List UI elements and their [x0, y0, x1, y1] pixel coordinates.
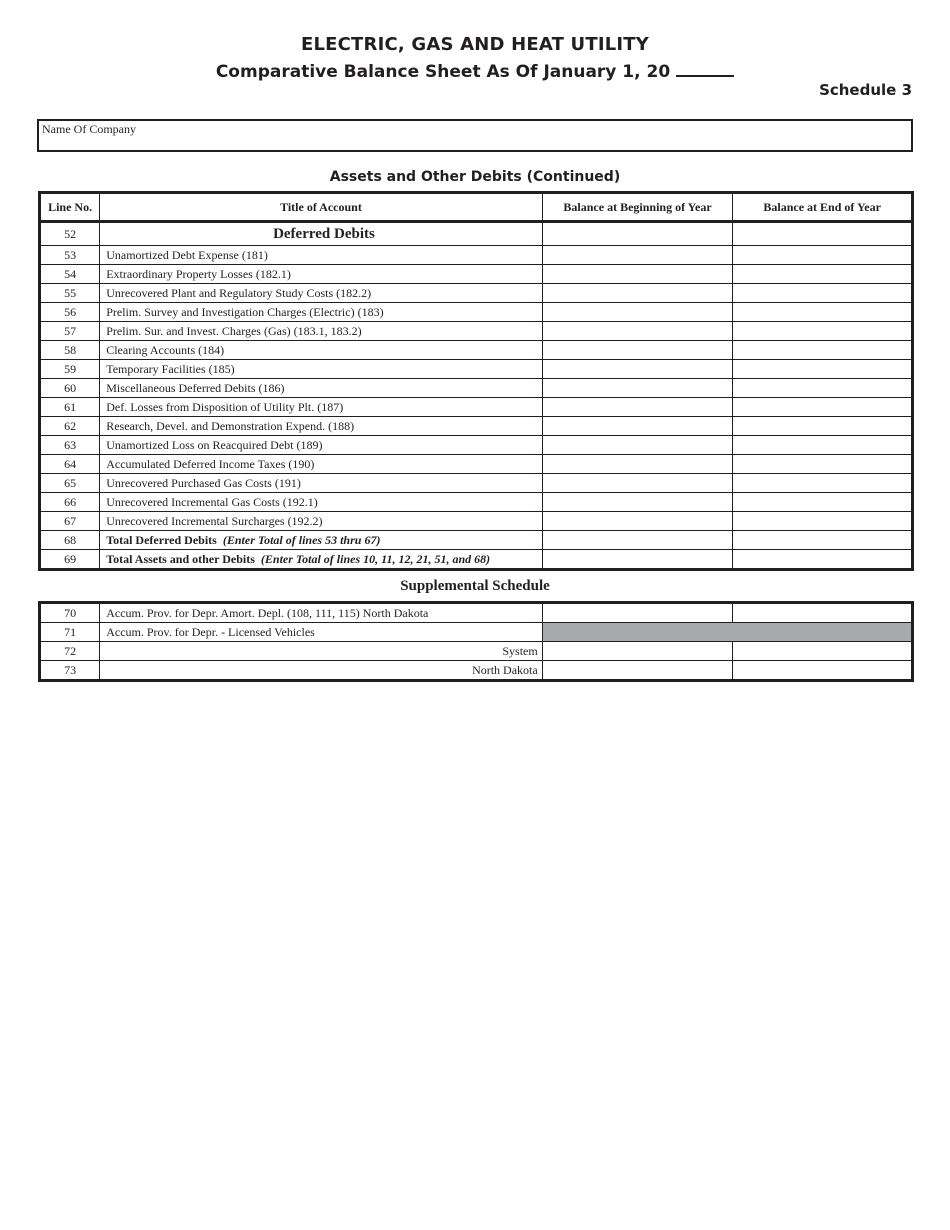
- end-balance-cell[interactable]: [733, 531, 913, 550]
- end-balance-cell[interactable]: [733, 512, 913, 531]
- account-title: Def. Losses from Disposition of Utility Plt. (187): [100, 398, 543, 417]
- table-row: [40, 341, 913, 360]
- account-title: Accumulated Deferred Income Taxes (190): [100, 455, 543, 474]
- line-number: 54: [40, 265, 100, 284]
- line-number: 57: [40, 322, 100, 341]
- company-name-field[interactable]: [37, 119, 913, 152]
- account-title: [100, 550, 543, 570]
- end-balance-cell[interactable]: [733, 341, 913, 360]
- table-row: [40, 550, 913, 570]
- beginning-balance-cell[interactable]: [542, 436, 733, 455]
- line-number: 68: [40, 531, 100, 550]
- account-title: Unrecovered Incremental Surcharges (192.2): [100, 512, 543, 531]
- beginning-balance-cell[interactable]: [542, 455, 733, 474]
- end-balance-cell[interactable]: [733, 642, 913, 661]
- company-name-label: Name Of Company: [42, 122, 136, 136]
- line-number: 52: [40, 222, 100, 246]
- beginning-balance-cell[interactable]: [542, 284, 733, 303]
- table-row: [40, 623, 913, 642]
- account-title: Deferred Debits: [100, 222, 543, 246]
- account-title: Temporary Facilities (185): [100, 360, 543, 379]
- form-subtitle: [0, 61, 950, 82]
- line-number: 73: [40, 661, 100, 681]
- table-row: [40, 493, 913, 512]
- account-title: Unamortized Loss on Reacquired Debt (189): [100, 436, 543, 455]
- table-row: [40, 417, 913, 436]
- end-balance-cell[interactable]: [733, 284, 913, 303]
- total-instruction: (Enter Total of lines 53 thru 67): [222, 533, 381, 547]
- form-title: ELECTRIC, GAS AND HEAT UTILITY: [300, 34, 650, 55]
- line-number: 56: [40, 303, 100, 322]
- column-header-line-no: Line No.: [40, 193, 100, 222]
- beginning-balance-cell[interactable]: [542, 322, 733, 341]
- beginning-balance-cell[interactable]: [542, 531, 733, 550]
- end-balance-cell[interactable]: [733, 303, 913, 322]
- account-title: Research, Devel. and Demonstration Expend. (188): [100, 417, 543, 436]
- total-label: Total Deferred Debits: [106, 533, 217, 547]
- account-title: Prelim. Sur. and Invest. Charges (Gas) (183.1, 183.2): [100, 322, 543, 341]
- end-balance-cell[interactable]: [733, 379, 913, 398]
- end-balance-cell[interactable]: [733, 265, 913, 284]
- account-title: Unrecovered Purchased Gas Costs (191): [100, 474, 543, 493]
- line-number: 70: [40, 603, 100, 623]
- account-title: Accum. Prov. for Depr. Amort. Depl. (108, 111, 115) North Dakota: [100, 603, 543, 623]
- table-row: [40, 322, 913, 341]
- table-row: [40, 436, 913, 455]
- table-row: [40, 303, 913, 322]
- line-number: 66: [40, 493, 100, 512]
- line-number: 55: [40, 284, 100, 303]
- account-title: Unrecovered Incremental Gas Costs (192.1): [100, 493, 543, 512]
- deferred-debits-table: [38, 191, 914, 571]
- beginning-balance-cell[interactable]: [542, 398, 733, 417]
- end-balance-cell[interactable]: [733, 493, 913, 512]
- end-balance-cell[interactable]: [733, 661, 913, 681]
- table-row: [40, 474, 913, 493]
- line-number: 71: [40, 623, 100, 642]
- line-number: 65: [40, 474, 100, 493]
- table-row: [40, 398, 913, 417]
- end-balance-cell[interactable]: [733, 436, 913, 455]
- total-label: Total Assets and other Debits: [106, 552, 255, 566]
- end-balance-cell[interactable]: [733, 322, 913, 341]
- table-row: [40, 603, 913, 623]
- total-instruction: (Enter Total of lines 10, 11, 12, 21, 51, and 68): [260, 552, 491, 566]
- beginning-balance-cell[interactable]: [542, 661, 733, 681]
- table-row: [40, 531, 913, 550]
- beginning-balance-cell[interactable]: [542, 474, 733, 493]
- beginning-balance-cell[interactable]: [542, 303, 733, 322]
- schedule-label: Schedule 3: [819, 81, 912, 99]
- year-blank-line[interactable]: [676, 61, 734, 77]
- account-title: Miscellaneous Deferred Debits (186): [100, 379, 543, 398]
- beginning-balance-cell[interactable]: [542, 603, 733, 623]
- line-number: 63: [40, 436, 100, 455]
- account-title: Prelim. Survey and Investigation Charges (Electric) (183): [100, 303, 543, 322]
- table-row: [40, 455, 913, 474]
- table-row: [40, 246, 913, 265]
- end-balance-cell[interactable]: [733, 417, 913, 436]
- beginning-balance-cell[interactable]: [542, 265, 733, 284]
- column-header-beginning: Balance at Beginning of Year: [542, 193, 733, 222]
- table-row: [40, 265, 913, 284]
- table-header-row: [40, 193, 913, 222]
- beginning-balance-cell[interactable]: [542, 512, 733, 531]
- column-header-end: Balance at End of Year: [733, 193, 913, 222]
- table-row: [40, 512, 913, 531]
- account-title: North Dakota: [100, 661, 543, 681]
- end-balance-cell[interactable]: [733, 360, 913, 379]
- end-balance-cell[interactable]: [733, 222, 913, 246]
- line-number: 64: [40, 455, 100, 474]
- supplemental-table: [38, 601, 914, 682]
- end-balance-cell[interactable]: [733, 474, 913, 493]
- table-row: [40, 642, 913, 661]
- table-row: [40, 661, 913, 681]
- account-title: Unrecovered Plant and Regulatory Study Costs (182.2): [100, 284, 543, 303]
- end-balance-cell[interactable]: [733, 398, 913, 417]
- beginning-balance-cell[interactable]: [542, 379, 733, 398]
- end-balance-cell[interactable]: [733, 603, 913, 623]
- account-title: [100, 531, 543, 550]
- beginning-balance-cell[interactable]: [542, 493, 733, 512]
- table-row: [40, 222, 913, 246]
- line-number: 62: [40, 417, 100, 436]
- column-header-title: Title of Account: [100, 193, 543, 222]
- beginning-balance-cell[interactable]: [542, 642, 733, 661]
- line-number: 53: [40, 246, 100, 265]
- beginning-balance-cell[interactable]: [542, 222, 733, 246]
- beginning-balance-cell[interactable]: [542, 341, 733, 360]
- line-number: 72: [40, 642, 100, 661]
- section-heading: Assets and Other Debits (Continued): [329, 169, 621, 185]
- line-number: 59: [40, 360, 100, 379]
- end-balance-cell[interactable]: [733, 246, 913, 265]
- account-title: Accum. Prov. for Depr. - Licensed Vehicles: [100, 623, 543, 642]
- beginning-balance-cell[interactable]: [542, 550, 733, 570]
- account-title: Unamortized Debt Expense (181): [100, 246, 543, 265]
- line-number: 67: [40, 512, 100, 531]
- table-row: [40, 379, 913, 398]
- line-number: 60: [40, 379, 100, 398]
- beginning-balance-cell[interactable]: [542, 246, 733, 265]
- shaded-cell: [542, 623, 912, 642]
- form-subtitle-text: Comparative Balance Sheet As Of January 1, 20: [215, 62, 671, 82]
- line-number: 69: [40, 550, 100, 570]
- line-number: 58: [40, 341, 100, 360]
- table-row: [40, 284, 913, 303]
- line-number: 61: [40, 398, 100, 417]
- end-balance-cell[interactable]: [733, 550, 913, 570]
- beginning-balance-cell[interactable]: [542, 417, 733, 436]
- end-balance-cell[interactable]: [733, 455, 913, 474]
- account-title: System: [100, 642, 543, 661]
- account-title: Extraordinary Property Losses (182.1): [100, 265, 543, 284]
- supplemental-heading: Supplemental Schedule: [400, 578, 550, 594]
- table-row: [40, 360, 913, 379]
- beginning-balance-cell[interactable]: [542, 360, 733, 379]
- account-title: Clearing Accounts (184): [100, 341, 543, 360]
